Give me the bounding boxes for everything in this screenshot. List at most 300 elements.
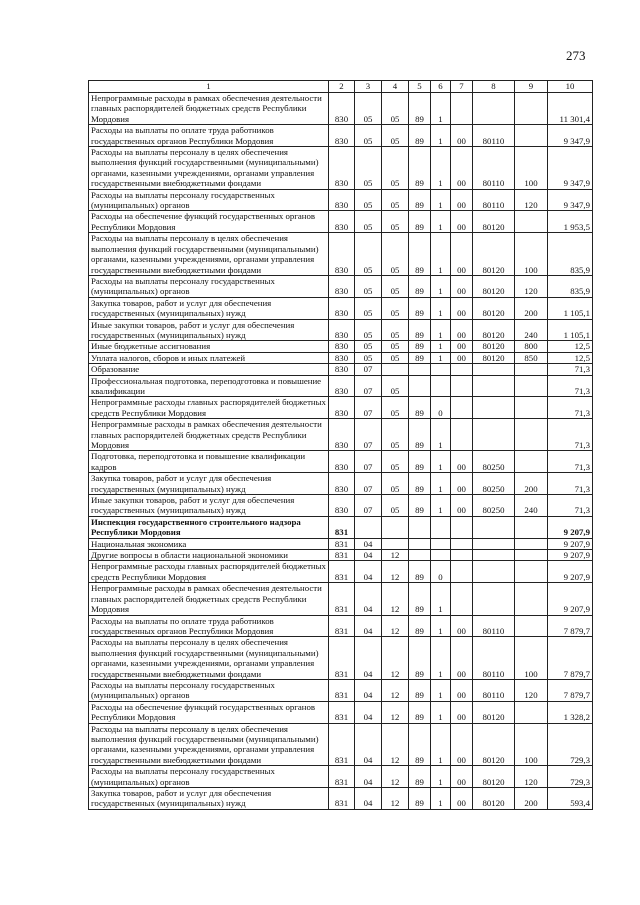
amount-cell: 593,4 [548, 788, 593, 810]
page-number: 273 [566, 48, 586, 63]
expense-type-code-cell: 100 [515, 637, 548, 680]
subprogram-code-cell: 1 [431, 701, 451, 723]
subsection-code-cell [382, 516, 409, 538]
program-code-cell: 89 [409, 766, 431, 788]
ministry-code-cell: 830 [329, 189, 355, 211]
event-code-cell: 00 [451, 341, 473, 352]
table-row [89, 375, 593, 397]
expense-type-code-cell: 120 [515, 275, 548, 297]
section-code-cell: 04 [355, 550, 382, 561]
subsection-code-cell: 05 [382, 397, 409, 419]
program-code-cell: 89 [409, 701, 431, 723]
expense-type-code-cell [515, 93, 548, 125]
event-code-cell: 00 [451, 275, 473, 297]
expense-type-code-cell [515, 451, 548, 473]
ministry-code-cell: 831 [329, 516, 355, 538]
subsection-code-cell [382, 538, 409, 549]
subprogram-code-cell: 1 [431, 147, 451, 190]
table-row [89, 341, 593, 352]
section-code-cell: 05 [355, 211, 382, 233]
direction-code-cell: 80120 [473, 788, 515, 810]
program-code-cell: 89 [409, 495, 431, 517]
event-code-cell: 00 [451, 766, 473, 788]
column-header: 2 [329, 81, 355, 93]
column-header: 4 [382, 81, 409, 93]
direction-code-cell: 80120 [473, 233, 515, 276]
table-row [89, 495, 593, 517]
table-row [89, 473, 593, 495]
ministry-code-cell: 831 [329, 561, 355, 583]
program-code-cell: 89 [409, 561, 431, 583]
table-row [89, 516, 593, 538]
event-code-cell: 00 [451, 473, 473, 495]
subsection-code-cell: 05 [382, 495, 409, 517]
section-code-cell: 07 [355, 473, 382, 495]
event-code-cell: 00 [451, 211, 473, 233]
ministry-code-cell: 830 [329, 275, 355, 297]
table-row [89, 397, 593, 419]
section-code-cell: 07 [355, 451, 382, 473]
direction-code-cell: 80120 [473, 701, 515, 723]
direction-code-cell [473, 583, 515, 615]
section-code-cell: 05 [355, 297, 382, 319]
amount-cell: 9 207,9 [548, 550, 593, 561]
item-name-cell: Расходы на выплаты персоналу в целях обеспечения выполнения функций государственными (муниципальными) органами, казенными учреждениями, органами управления государственными внебюджетными фондами [89, 233, 329, 276]
amount-cell: 9 347,9 [548, 189, 593, 211]
item-name-cell: Подготовка, переподготовка и повышение квалификации кадров [89, 451, 329, 473]
direction-code-cell: 80110 [473, 679, 515, 701]
ministry-code-cell: 830 [329, 125, 355, 147]
amount-cell: 71,3 [548, 495, 593, 517]
expense-type-code-cell [515, 364, 548, 375]
subsection-code-cell: 12 [382, 701, 409, 723]
program-code-cell [409, 516, 431, 538]
direction-code-cell: 80120 [473, 723, 515, 766]
table-row [89, 723, 593, 766]
amount-cell: 1 105,1 [548, 319, 593, 341]
item-name-cell: Профессиональная подготовка, переподготовка и повышение квалификации [89, 375, 329, 397]
table-row [89, 637, 593, 680]
amount-cell: 7 879,7 [548, 637, 593, 680]
section-code-cell: 04 [355, 561, 382, 583]
event-code-cell: 00 [451, 637, 473, 680]
subsection-code-cell: 05 [382, 189, 409, 211]
expense-type-code-cell: 800 [515, 341, 548, 352]
ministry-code-cell: 831 [329, 538, 355, 549]
event-code-cell: 00 [451, 788, 473, 810]
subsection-code-cell: 05 [382, 352, 409, 363]
amount-cell: 11 301,4 [548, 93, 593, 125]
program-code-cell: 89 [409, 93, 431, 125]
event-code-cell [451, 550, 473, 561]
budget-table-body [89, 93, 593, 810]
event-code-cell: 00 [451, 352, 473, 363]
subsection-code-cell: 05 [382, 473, 409, 495]
event-code-cell: 00 [451, 297, 473, 319]
amount-cell: 1 105,1 [548, 297, 593, 319]
event-code-cell: 00 [451, 147, 473, 190]
table-row [89, 538, 593, 549]
ministry-code-cell: 830 [329, 473, 355, 495]
ministry-code-cell: 830 [329, 419, 355, 451]
subsection-code-cell: 05 [382, 297, 409, 319]
subprogram-code-cell [431, 375, 451, 397]
event-code-cell: 00 [451, 189, 473, 211]
subsection-code-cell: 05 [382, 93, 409, 125]
table-row [89, 701, 593, 723]
section-code-cell: 04 [355, 615, 382, 637]
direction-code-cell: 80250 [473, 473, 515, 495]
table-row [89, 615, 593, 637]
table-row [89, 147, 593, 190]
section-code-cell: 04 [355, 701, 382, 723]
direction-code-cell: 80250 [473, 451, 515, 473]
direction-code-cell [473, 397, 515, 419]
table-row [89, 766, 593, 788]
budget-table [88, 80, 593, 810]
item-name-cell: Другие вопросы в области национальной экономики [89, 550, 329, 561]
table-row [89, 93, 593, 125]
amount-cell: 71,3 [548, 397, 593, 419]
section-code-cell: 04 [355, 679, 382, 701]
program-code-cell: 89 [409, 451, 431, 473]
ministry-code-cell: 830 [329, 495, 355, 517]
program-code-cell: 89 [409, 189, 431, 211]
direction-code-cell: 80110 [473, 615, 515, 637]
subsection-code-cell: 05 [382, 147, 409, 190]
ministry-code-cell: 830 [329, 364, 355, 375]
expense-type-code-cell: 200 [515, 788, 548, 810]
section-code-cell: 04 [355, 788, 382, 810]
event-code-cell: 00 [451, 125, 473, 147]
table-row [89, 364, 593, 375]
direction-code-cell: 80120 [473, 275, 515, 297]
event-code-cell: 00 [451, 679, 473, 701]
amount-cell: 1 953,5 [548, 211, 593, 233]
subsection-code-cell: 12 [382, 723, 409, 766]
section-code-cell: 04 [355, 583, 382, 615]
program-code-cell: 89 [409, 419, 431, 451]
item-name-cell: Закупка товаров, работ и услуг для обеспечения государственных (муниципальных) нужд [89, 297, 329, 319]
event-code-cell: 00 [451, 233, 473, 276]
ministry-code-cell: 830 [329, 211, 355, 233]
section-code-cell: 05 [355, 319, 382, 341]
section-code-cell: 05 [355, 147, 382, 190]
item-name-cell: Расходы на обеспечение функций государственных органов Республики Мордовия [89, 211, 329, 233]
subsection-code-cell: 05 [382, 233, 409, 276]
section-code-cell: 05 [355, 352, 382, 363]
event-code-cell: 00 [451, 615, 473, 637]
amount-cell: 1 328,2 [548, 701, 593, 723]
program-code-cell: 89 [409, 352, 431, 363]
table-row [89, 583, 593, 615]
section-code-cell: 05 [355, 341, 382, 352]
item-name-cell: Расходы на выплаты по оплате труда работников государственных органов Республики Мордовия [89, 615, 329, 637]
subsection-code-cell: 05 [382, 211, 409, 233]
section-code-cell: 07 [355, 364, 382, 375]
section-code-cell: 07 [355, 495, 382, 517]
section-code-cell: 04 [355, 538, 382, 549]
subsection-code-cell: 05 [382, 419, 409, 451]
subprogram-code-cell: 1 [431, 275, 451, 297]
subprogram-code-cell: 1 [431, 189, 451, 211]
section-code-cell: 05 [355, 275, 382, 297]
subsection-code-cell: 05 [382, 341, 409, 352]
program-code-cell: 89 [409, 147, 431, 190]
expense-type-code-cell [515, 538, 548, 549]
item-name-cell: Иные закупки товаров, работ и услуг для обеспечения государственных (муниципальных) нужд [89, 319, 329, 341]
expense-type-code-cell: 240 [515, 319, 548, 341]
section-code-cell: 05 [355, 125, 382, 147]
section-code-cell: 07 [355, 419, 382, 451]
subsection-code-cell: 12 [382, 637, 409, 680]
expense-type-code-cell: 200 [515, 297, 548, 319]
expense-type-code-cell: 100 [515, 147, 548, 190]
expense-type-code-cell: 120 [515, 766, 548, 788]
table-row [89, 561, 593, 583]
section-code-cell: 05 [355, 233, 382, 276]
item-name-cell: Расходы на выплаты персоналу государственных (муниципальных) органов [89, 766, 329, 788]
amount-cell: 71,3 [548, 364, 593, 375]
ministry-code-cell: 831 [329, 788, 355, 810]
amount-cell: 835,9 [548, 275, 593, 297]
item-name-cell: Образование [89, 364, 329, 375]
amount-cell: 9 207,9 [548, 583, 593, 615]
subsection-code-cell: 12 [382, 679, 409, 701]
expense-type-code-cell [515, 397, 548, 419]
item-name-cell: Национальная экономика [89, 538, 329, 549]
direction-code-cell: 80120 [473, 211, 515, 233]
subprogram-code-cell: 1 [431, 583, 451, 615]
item-name-cell: Расходы на выплаты персоналу в целях обеспечения выполнения функций государственными (муниципальными) органами, казенными учреждениями, органами управления государственными внебюджетными фондами [89, 147, 329, 190]
ministry-code-cell: 831 [329, 723, 355, 766]
direction-code-cell: 80120 [473, 297, 515, 319]
table-row [89, 550, 593, 561]
subprogram-code-cell: 1 [431, 723, 451, 766]
item-name-cell: Расходы на выплаты персоналу государственных (муниципальных) органов [89, 679, 329, 701]
item-name-cell: Закупка товаров, работ и услуг для обеспечения государственных (муниципальных) нужд [89, 473, 329, 495]
program-code-cell: 89 [409, 125, 431, 147]
section-code-cell: 04 [355, 766, 382, 788]
program-code-cell: 89 [409, 297, 431, 319]
amount-cell: 9 347,9 [548, 147, 593, 190]
program-code-cell: 89 [409, 233, 431, 276]
program-code-cell [409, 538, 431, 549]
subsection-code-cell: 12 [382, 550, 409, 561]
event-code-cell [451, 419, 473, 451]
event-code-cell [451, 516, 473, 538]
ministry-code-cell: 830 [329, 397, 355, 419]
item-name-cell: Инспекция государственного строительного надзора Республики Мордовия [89, 516, 329, 538]
subprogram-code-cell: 1 [431, 125, 451, 147]
direction-code-cell [473, 419, 515, 451]
direction-code-cell [473, 375, 515, 397]
ministry-code-cell: 830 [329, 352, 355, 363]
ministry-code-cell: 831 [329, 637, 355, 680]
subprogram-code-cell: 1 [431, 211, 451, 233]
subprogram-code-cell: 1 [431, 788, 451, 810]
amount-cell: 729,3 [548, 723, 593, 766]
amount-cell: 12,5 [548, 341, 593, 352]
expense-type-code-cell [515, 211, 548, 233]
ministry-code-cell: 830 [329, 451, 355, 473]
ministry-code-cell: 831 [329, 701, 355, 723]
subprogram-code-cell: 1 [431, 93, 451, 125]
amount-cell: 9 347,9 [548, 125, 593, 147]
item-name-cell: Иные закупки товаров, работ и услуг для обеспечения государственных (муниципальных) нужд [89, 495, 329, 517]
expense-type-code-cell: 850 [515, 352, 548, 363]
subsection-code-cell: 05 [382, 375, 409, 397]
program-code-cell: 89 [409, 615, 431, 637]
direction-code-cell: 80120 [473, 341, 515, 352]
event-code-cell [451, 93, 473, 125]
amount-cell: 729,3 [548, 766, 593, 788]
table-row [89, 451, 593, 473]
column-header: 7 [451, 81, 473, 93]
direction-code-cell [473, 561, 515, 583]
subprogram-code-cell: 0 [431, 561, 451, 583]
event-code-cell: 00 [451, 319, 473, 341]
table-row [89, 319, 593, 341]
table-row [89, 352, 593, 363]
direction-code-cell: 80110 [473, 189, 515, 211]
table-header-row [89, 81, 593, 93]
item-name-cell: Непрограммные расходы в рамках обеспечения деятельности главных распорядителей бюджетных средств Республики Мордовия [89, 583, 329, 615]
event-code-cell: 00 [451, 451, 473, 473]
section-code-cell: 05 [355, 93, 382, 125]
subsection-code-cell: 05 [382, 125, 409, 147]
table-row [89, 233, 593, 276]
subsection-code-cell: 12 [382, 583, 409, 615]
section-code-cell: 04 [355, 637, 382, 680]
direction-code-cell: 80120 [473, 319, 515, 341]
item-name-cell: Непрограммные расходы в рамках обеспечения деятельности главных распорядителей бюджетных средств Республики Мордовия [89, 419, 329, 451]
program-code-cell [409, 375, 431, 397]
item-name-cell: Расходы на обеспечение функций государственных органов Республики Мордовия [89, 701, 329, 723]
program-code-cell: 89 [409, 679, 431, 701]
direction-code-cell: 80110 [473, 147, 515, 190]
item-name-cell: Непрограммные расходы главных распорядителей бюджетных средств Республики Мордовия [89, 561, 329, 583]
subprogram-code-cell: 1 [431, 615, 451, 637]
program-code-cell [409, 550, 431, 561]
subsection-code-cell: 05 [382, 319, 409, 341]
subsection-code-cell [382, 364, 409, 375]
direction-code-cell: 80250 [473, 495, 515, 517]
direction-code-cell: 80110 [473, 125, 515, 147]
ministry-code-cell: 830 [329, 319, 355, 341]
subprogram-code-cell: 1 [431, 495, 451, 517]
subprogram-code-cell [431, 538, 451, 549]
table-row [89, 297, 593, 319]
subsection-code-cell: 12 [382, 788, 409, 810]
direction-code-cell [473, 538, 515, 549]
table-row [89, 788, 593, 810]
section-code-cell: 07 [355, 397, 382, 419]
program-code-cell: 89 [409, 211, 431, 233]
item-name-cell: Иные бюджетные ассигнования [89, 341, 329, 352]
ministry-code-cell: 831 [329, 766, 355, 788]
expense-type-code-cell [515, 419, 548, 451]
expense-type-code-cell [515, 550, 548, 561]
expense-type-code-cell [515, 516, 548, 538]
subsection-code-cell: 12 [382, 766, 409, 788]
expense-type-code-cell [515, 561, 548, 583]
table-row [89, 189, 593, 211]
column-header: 5 [409, 81, 431, 93]
direction-code-cell [473, 364, 515, 375]
ministry-code-cell: 831 [329, 550, 355, 561]
table-row [89, 211, 593, 233]
table-row [89, 419, 593, 451]
event-code-cell: 00 [451, 495, 473, 517]
expense-type-code-cell: 200 [515, 473, 548, 495]
event-code-cell [451, 538, 473, 549]
program-code-cell: 89 [409, 583, 431, 615]
amount-cell: 7 879,7 [548, 679, 593, 701]
subprogram-code-cell: 1 [431, 766, 451, 788]
amount-cell: 71,3 [548, 419, 593, 451]
table-row [89, 125, 593, 147]
expense-type-code-cell: 100 [515, 723, 548, 766]
expense-type-code-cell [515, 701, 548, 723]
event-code-cell: 00 [451, 723, 473, 766]
program-code-cell: 89 [409, 319, 431, 341]
direction-code-cell [473, 550, 515, 561]
subprogram-code-cell: 1 [431, 679, 451, 701]
amount-cell: 71,3 [548, 451, 593, 473]
column-header: 3 [355, 81, 382, 93]
subprogram-code-cell: 1 [431, 319, 451, 341]
ministry-code-cell: 830 [329, 341, 355, 352]
subprogram-code-cell: 0 [431, 397, 451, 419]
amount-cell: 835,9 [548, 233, 593, 276]
amount-cell: 9 207,9 [548, 538, 593, 549]
program-code-cell: 89 [409, 473, 431, 495]
subprogram-code-cell: 1 [431, 473, 451, 495]
amount-cell: 9 207,9 [548, 516, 593, 538]
program-code-cell [409, 364, 431, 375]
direction-code-cell [473, 93, 515, 125]
expense-type-code-cell [515, 375, 548, 397]
subprogram-code-cell: 1 [431, 297, 451, 319]
ministry-code-cell: 831 [329, 679, 355, 701]
column-header: 10 [548, 81, 593, 93]
item-name-cell: Закупка товаров, работ и услуг для обеспечения государственных (муниципальных) нужд [89, 788, 329, 810]
item-name-cell: Расходы на выплаты по оплате труда работников государственных органов Республики Мордовия [89, 125, 329, 147]
table-row [89, 679, 593, 701]
direction-code-cell [473, 516, 515, 538]
direction-code-cell: 80120 [473, 766, 515, 788]
program-code-cell: 89 [409, 275, 431, 297]
ministry-code-cell: 831 [329, 583, 355, 615]
subprogram-code-cell [431, 516, 451, 538]
column-header: 6 [431, 81, 451, 93]
expense-type-code-cell [515, 615, 548, 637]
subsection-code-cell: 12 [382, 561, 409, 583]
subsection-code-cell: 05 [382, 451, 409, 473]
program-code-cell: 89 [409, 788, 431, 810]
subsection-code-cell: 05 [382, 275, 409, 297]
expense-type-code-cell: 120 [515, 189, 548, 211]
subprogram-code-cell [431, 364, 451, 375]
column-header: 1 [89, 81, 329, 93]
subsection-code-cell: 12 [382, 615, 409, 637]
item-name-cell: Расходы на выплаты персоналу в целях обеспечения выполнения функций государственными (муниципальными) органами, казенными учреждениями, органами управления государственными внебюджетными фондами [89, 637, 329, 680]
program-code-cell: 89 [409, 397, 431, 419]
amount-cell: 71,3 [548, 473, 593, 495]
subprogram-code-cell: 1 [431, 352, 451, 363]
amount-cell: 71,3 [548, 375, 593, 397]
